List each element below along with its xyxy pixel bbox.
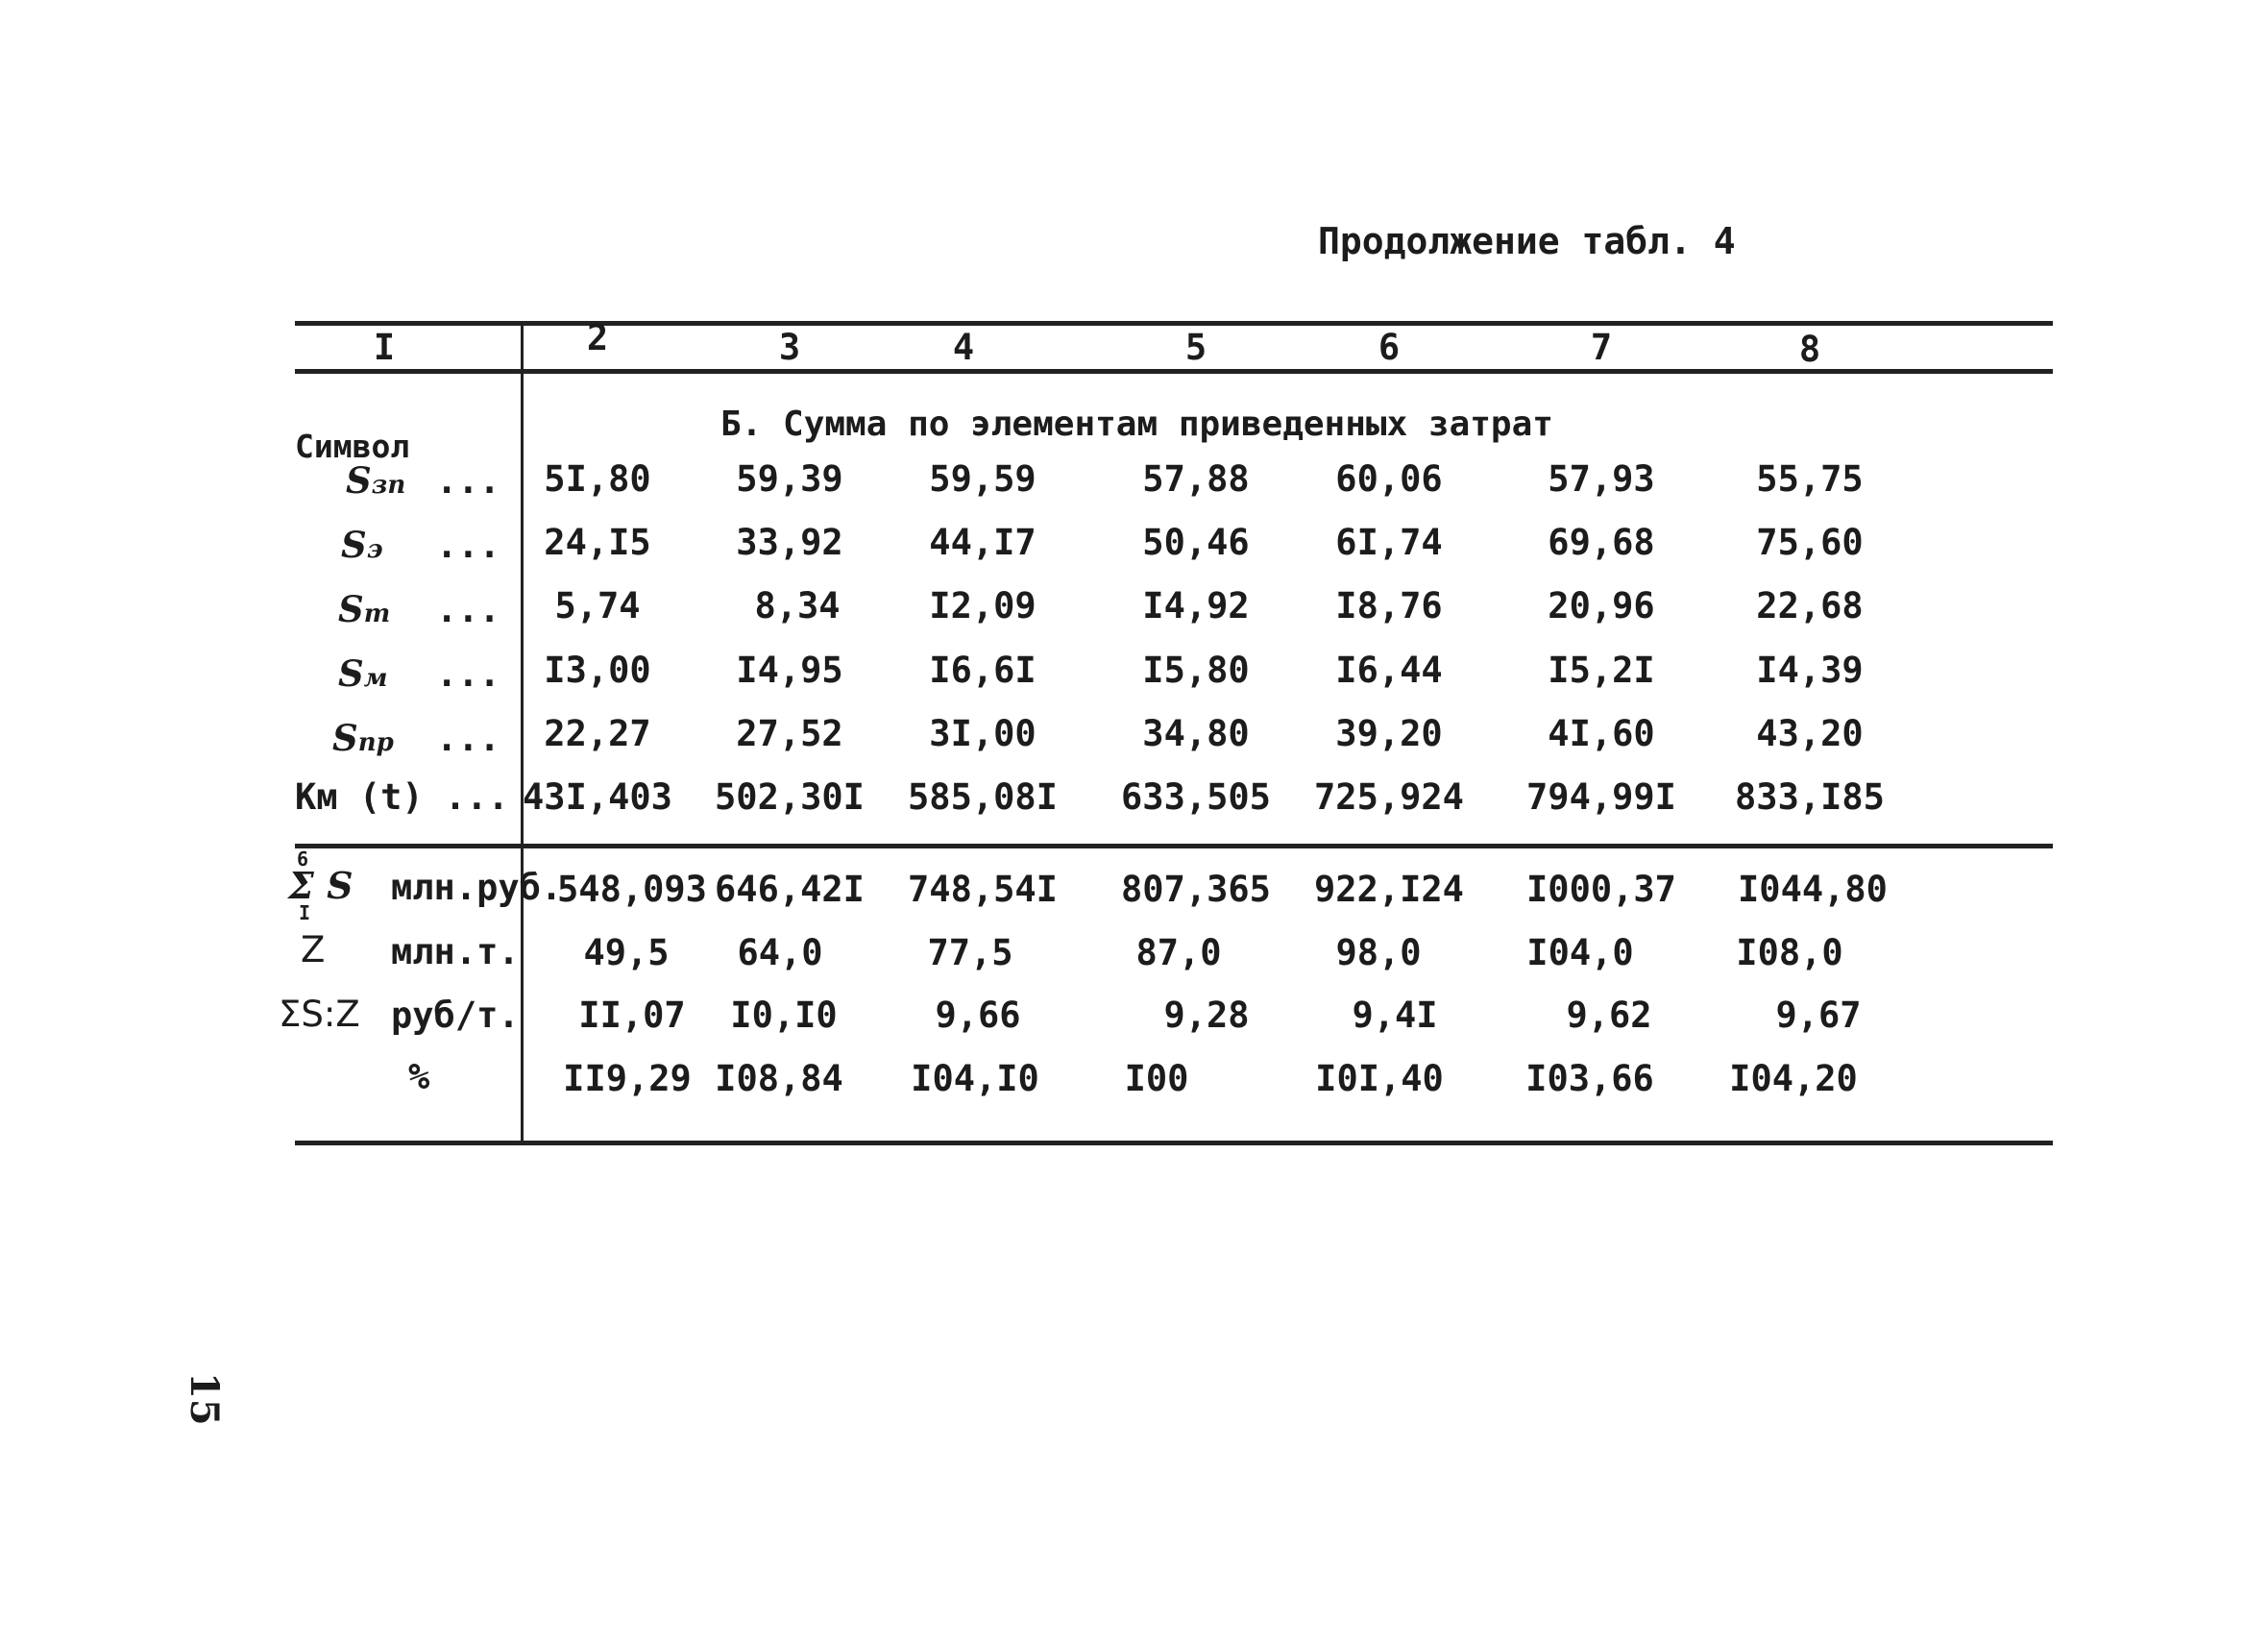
table-cell: II,07	[578, 995, 686, 1036]
table-cell: 548,093	[557, 869, 707, 910]
table-cell: 9,67	[1775, 995, 1862, 1036]
row-dots: ...	[436, 653, 500, 695]
table-cell: 59,39	[736, 458, 843, 500]
column-header-2: 2	[586, 317, 609, 358]
sum-lower-limit: I	[299, 901, 311, 924]
row-label-symbol	[346, 459, 406, 502]
table-cell: 833,I85	[1735, 776, 1885, 818]
row-label-z: Z	[301, 929, 326, 970]
column-header-3: 3	[778, 327, 801, 368]
table-cell: I04,I0	[911, 1058, 1039, 1099]
table-bottom-rule	[295, 1141, 2053, 1145]
table-cell: 22,68	[1756, 585, 1864, 626]
symbol-text: S	[346, 459, 372, 502]
table-cell: 22,27	[544, 713, 651, 754]
table-cell: I4,92	[1142, 585, 1250, 626]
table-cell: 87,0	[1135, 932, 1222, 973]
table-cell: II9,29	[563, 1058, 692, 1099]
table-cell: 9,28	[1163, 995, 1250, 1036]
row-label-sum-s: Σ S	[288, 864, 354, 907]
unit-label: млн.т.	[391, 931, 520, 972]
table-cell: 33,92	[736, 522, 843, 563]
table-cell: I6,44	[1335, 650, 1443, 691]
symbol-subscript: м	[363, 664, 388, 693]
symbol-column-label: Символ	[295, 428, 410, 465]
table-cell: 4I,60	[1548, 713, 1655, 754]
table-cell: 8,34	[754, 585, 841, 626]
row-label-symbol	[341, 524, 383, 566]
unit-label-percent: %	[408, 1056, 430, 1097]
sum-upper-limit: 6	[297, 848, 309, 871]
table-cell: 75,60	[1756, 522, 1864, 563]
unit-label: руб/т.	[391, 995, 520, 1036]
table-caption: Продолжение табл. 4	[1318, 220, 1736, 262]
table-cell: 43I,403	[523, 776, 672, 818]
table-cell: 3I,00	[929, 713, 1036, 754]
row-label-symbol	[338, 652, 388, 695]
row-dots: ...	[436, 718, 500, 759]
table-cell: I5,2I	[1548, 650, 1655, 691]
table-cell: 502,30I	[715, 776, 865, 818]
table-cell: 49,5	[583, 932, 670, 973]
header-bottom-rule	[295, 369, 2053, 374]
row-label-symbol	[332, 717, 394, 759]
table-cell: 5I,80	[544, 458, 651, 500]
table-cell: I04,20	[1729, 1058, 1858, 1099]
table-cell: I4,39	[1756, 650, 1864, 691]
row-label-km: Км (t) ...	[295, 776, 509, 818]
table-cell: 24,I5	[544, 522, 651, 563]
page-number: 15	[182, 1372, 227, 1426]
table-cell: I2,09	[929, 585, 1036, 626]
table-cell: 9,4I	[1352, 995, 1438, 1036]
section-divider-rule	[295, 844, 2053, 848]
table-cell: 9,66	[935, 995, 1021, 1036]
table-cell: I4,95	[736, 650, 843, 691]
table-cell: 39,20	[1335, 713, 1443, 754]
column-header-7: 7	[1590, 327, 1613, 368]
symbol-text: S	[341, 524, 367, 566]
table-cell: I3,00	[544, 650, 651, 691]
table-cell: 807,365	[1121, 869, 1271, 910]
table-cell: 43,20	[1756, 713, 1864, 754]
row-label-symbol	[338, 588, 391, 630]
first-column-divider	[521, 323, 524, 1142]
table-cell: I0,I0	[730, 995, 838, 1036]
table-cell: 9,62	[1566, 995, 1652, 1036]
table-cell: I6,6I	[929, 650, 1036, 691]
table-cell: I000,37	[1526, 869, 1676, 910]
table-cell: 646,42I	[715, 869, 865, 910]
table-cell: I8,76	[1335, 585, 1443, 626]
table-cell: 725,924	[1314, 776, 1464, 818]
table-cell: 57,88	[1142, 458, 1250, 500]
table-cell: 794,99I	[1526, 776, 1676, 818]
table-cell: I03,66	[1525, 1058, 1654, 1099]
column-header-5: 5	[1184, 327, 1207, 368]
table-cell: 585,08I	[908, 776, 1058, 818]
table-cell: 20,96	[1548, 585, 1655, 626]
unit-label: млн.руб.	[391, 867, 563, 908]
symbol-subscript: зп	[371, 471, 406, 500]
table-cell: 55,75	[1756, 458, 1864, 500]
symbol-text: S	[338, 588, 364, 630]
column-header-4: 4	[952, 327, 975, 368]
table-cell: 64,0	[737, 932, 823, 973]
symbol-subscript: пр	[357, 728, 394, 757]
table-cell: 5,74	[554, 585, 641, 626]
column-header-6: 6	[1378, 327, 1401, 368]
column-header-1: I	[373, 327, 396, 368]
symbol-text: S	[332, 717, 358, 759]
row-dots: ...	[436, 589, 500, 630]
table-cell: 44,I7	[929, 522, 1036, 563]
symbol-subscript: э	[366, 535, 383, 564]
table-cell: 59,59	[929, 458, 1036, 500]
table-cell: I0I,40	[1315, 1058, 1444, 1099]
table-cell: 98,0	[1335, 932, 1422, 973]
table-cell: 6I,74	[1335, 522, 1443, 563]
symbol-text: S	[338, 652, 364, 695]
table-cell: I08,0	[1736, 932, 1843, 973]
symbol-subscript: т	[363, 600, 391, 628]
table-cell: 69,68	[1548, 522, 1655, 563]
section-title: Б. Сумма по элементам приведенных затрат	[720, 405, 1553, 444]
table-cell: 50,46	[1142, 522, 1250, 563]
table-cell: I08,84	[715, 1058, 843, 1099]
table-cell: 922,I24	[1314, 869, 1464, 910]
table-cell: 748,54I	[908, 869, 1058, 910]
row-label-ratio: ΣS:Z	[279, 994, 360, 1035]
table-cell: I00	[1124, 1058, 1189, 1099]
table-cell: 34,80	[1142, 713, 1250, 754]
row-dots: ...	[436, 460, 500, 502]
table-cell: I5,80	[1142, 650, 1250, 691]
row-dots: ...	[436, 525, 500, 566]
table-cell: I044,80	[1738, 869, 1888, 910]
table-cell: 57,93	[1548, 458, 1655, 500]
table-top-rule	[295, 321, 2053, 326]
table-cell: 77,5	[927, 932, 1013, 973]
table-cell: 633,505	[1121, 776, 1271, 818]
column-header-8: 8	[1798, 329, 1821, 370]
table-cell: 60,06	[1335, 458, 1443, 500]
table-cell: I04,0	[1526, 932, 1634, 973]
table-cell: 27,52	[736, 713, 843, 754]
